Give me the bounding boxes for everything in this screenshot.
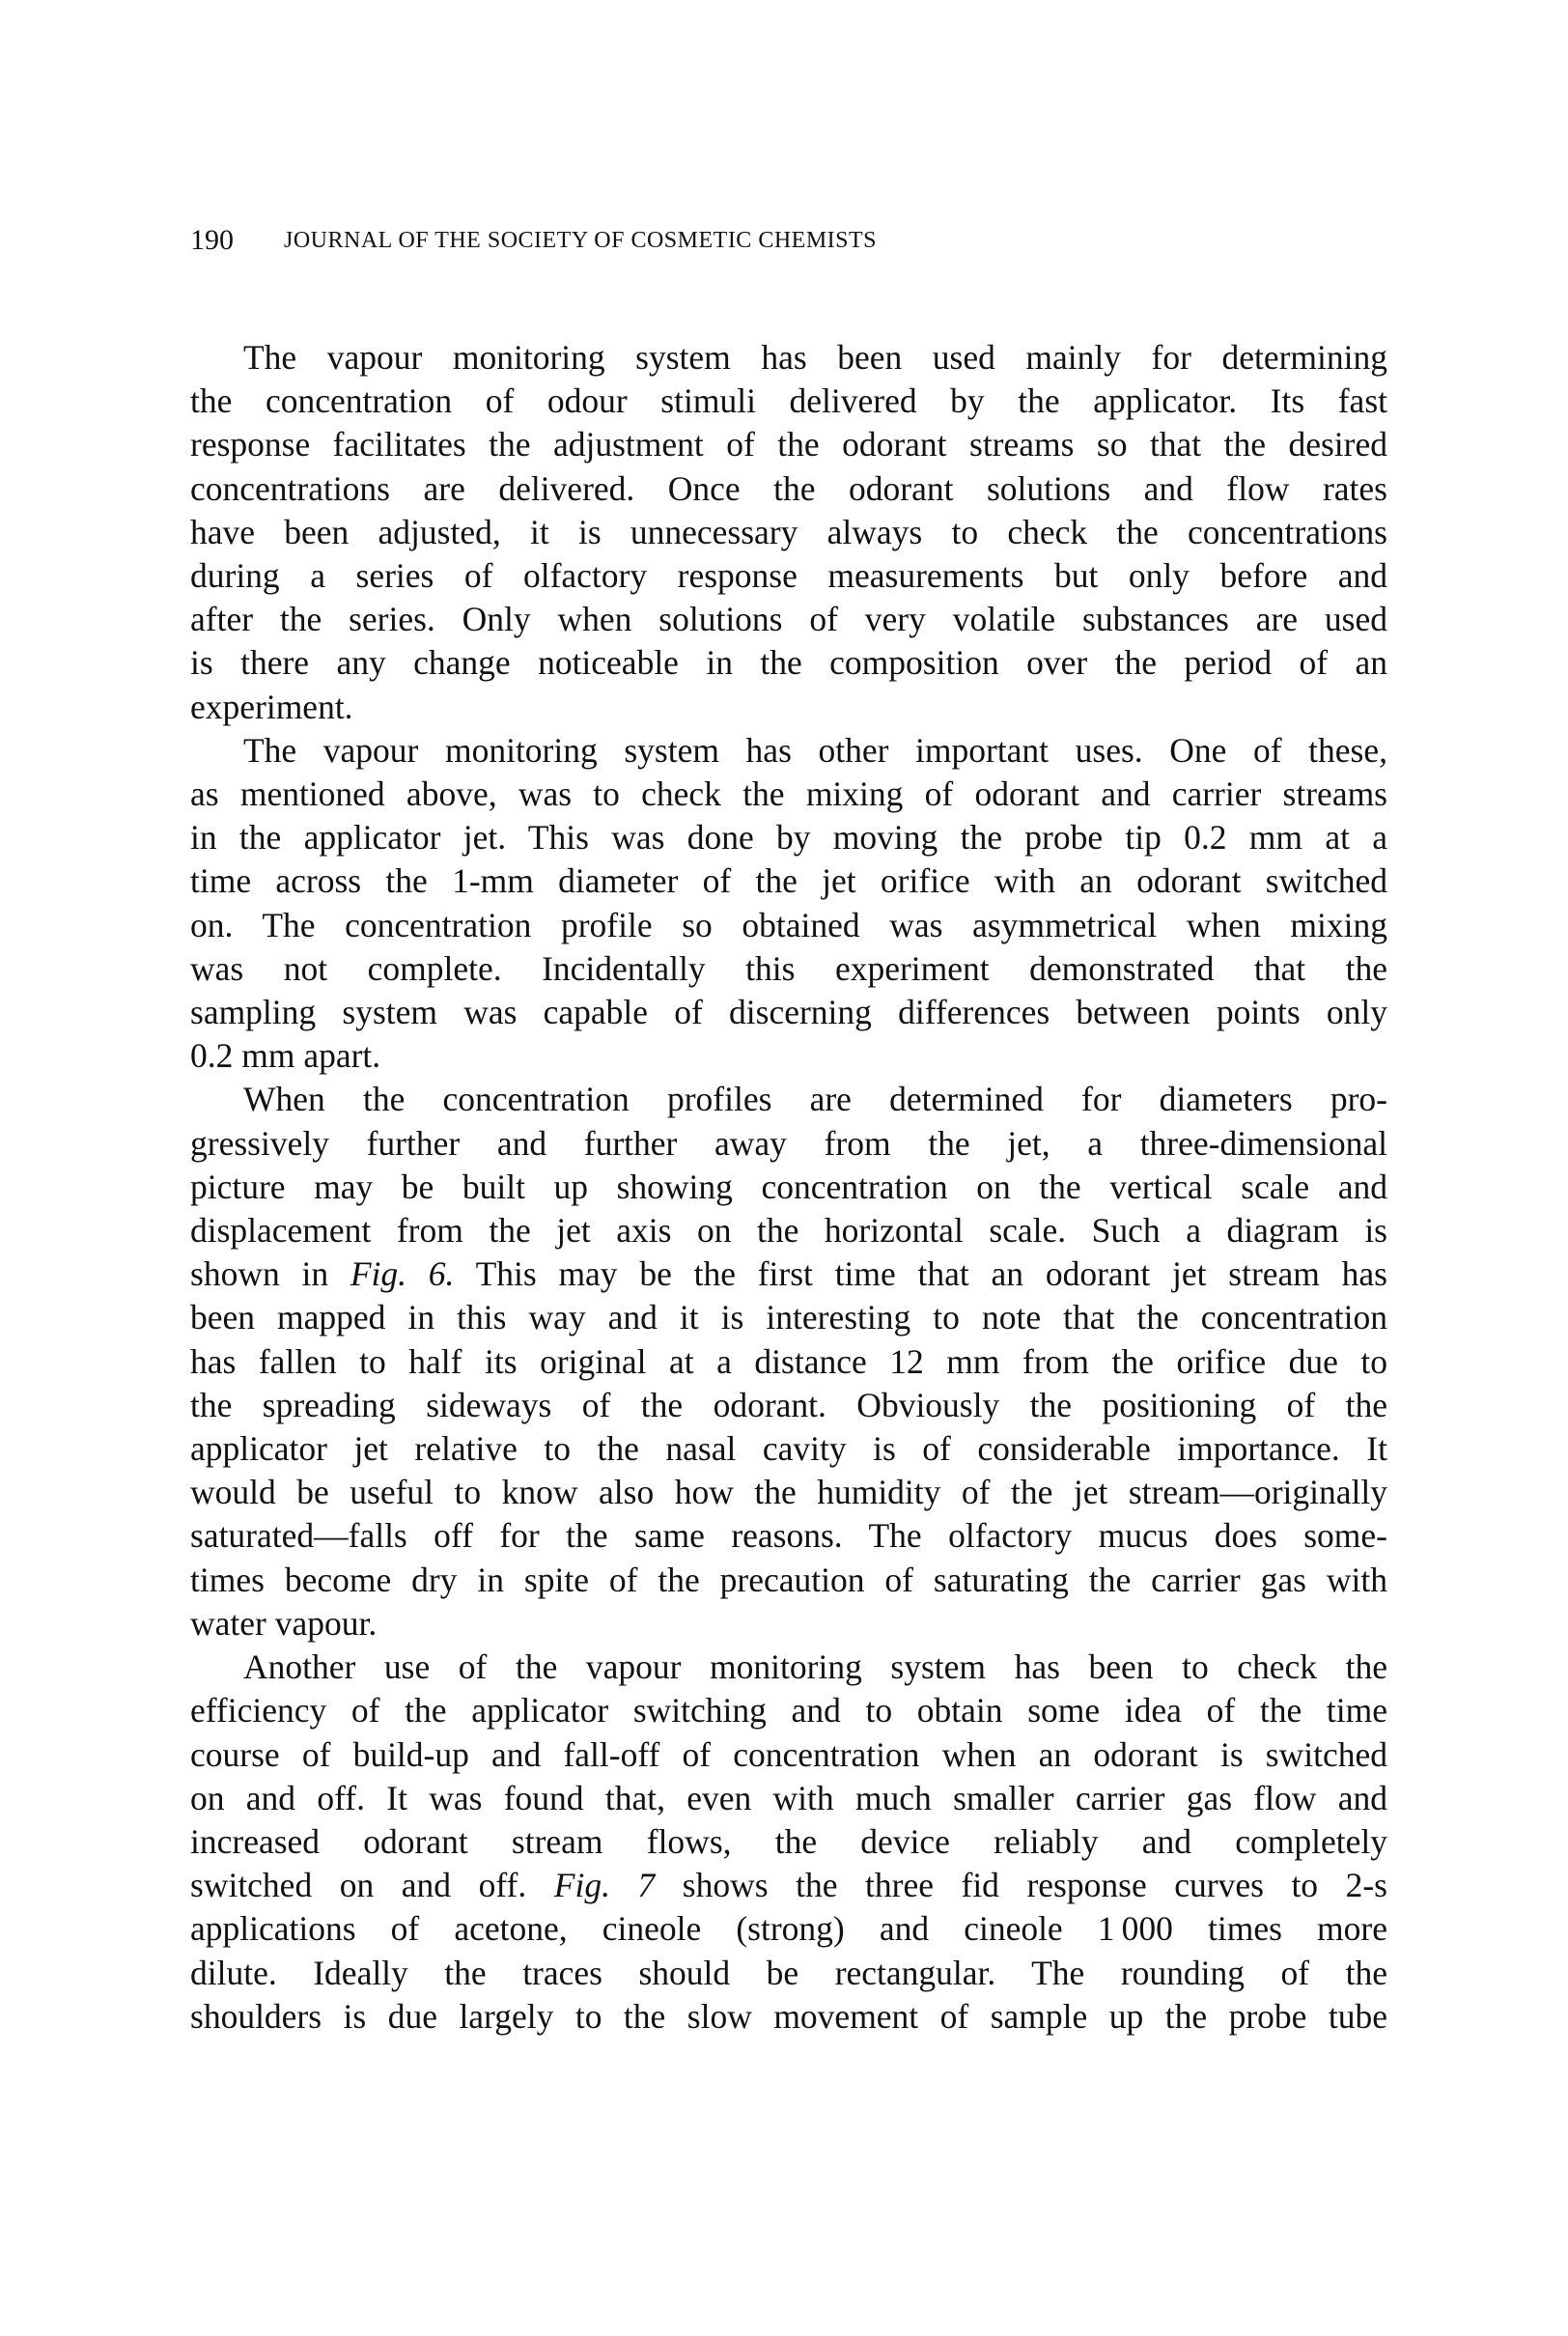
text-line: on. The concentration profile so obtained was asymmetrical when mixing: [190, 905, 1387, 944]
running-header: [190, 224, 1387, 272]
text-line: picture may be built up showing concentration on the vertical scale and: [190, 1167, 1387, 1206]
text-line: The vapour monitoring system has other important uses. One of these,: [243, 730, 1387, 770]
body-text: [190, 336, 1387, 2039]
text-line: time across the 1-mm diameter of the jet orifice with an odorant switched: [190, 861, 1387, 901]
text-line: The vapour monitoring system has been used mainly for determining: [243, 338, 1387, 377]
text-line: shown in Fig. 6. This may be the first time that an odorant jet stream has: [190, 1254, 1387, 1294]
text-line: is there any change noticeable in the composition over the period of an: [190, 643, 1387, 683]
text-line: When the concentration profiles are determined for diameters pro-: [243, 1080, 1387, 1119]
text-line: 0.2 mm apart.: [190, 1036, 381, 1076]
figure-reference: Fig. 6.: [350, 1254, 455, 1294]
text-line: the spreading sideways of the odorant. Obviously the positioning of the: [190, 1385, 1387, 1424]
text-line: sampling system was capable of discerning differences between points only: [190, 993, 1387, 1032]
text-line: been mapped in this way and it is interesting to note that the concentration: [190, 1298, 1387, 1337]
text-line: water vapour.: [190, 1603, 378, 1643]
figure-reference: Fig. 7: [553, 1866, 656, 1905]
text-line: saturated—falls off for the same reasons. The olfactory mucus does some-: [190, 1516, 1387, 1556]
text-line: displacement from the jet axis on the horizontal scale. Such a diagram is: [190, 1211, 1387, 1251]
text-line: on and off. It was found that, even with much smaller carrier gas flow and: [190, 1778, 1387, 1817]
text-line: efficiency of the applicator switching and to obtain some idea of the time: [190, 1691, 1387, 1731]
paragraph: [190, 336, 1387, 729]
text-line: gressively further and further away from the jet, a three-dimensional: [190, 1123, 1387, 1163]
text-line: applicator jet relative to the nasal cavity is of considerable importance. It: [190, 1429, 1387, 1469]
text-line: was not complete. Incidentally this experiment demonstrated that the: [190, 948, 1387, 988]
text-line: experiment.: [190, 687, 353, 726]
text-line: concentrations are delivered. Once the odorant solutions and flow rates: [190, 468, 1387, 508]
page-number: 190: [190, 224, 234, 256]
paragraph: [190, 1646, 1387, 2039]
text-line: applications of acetone, cineole (strong) and cineole 1 000 times more: [190, 1909, 1387, 1949]
text-line: in the applicator jet. This was done by moving the probe tip 0.2 mm at a: [190, 818, 1387, 858]
text-line: increased odorant stream flows, the device reliably and completely: [190, 1821, 1387, 1861]
text-line: switched on and off. Fig. 7 shows the three fid response curves to 2-s: [190, 1866, 1387, 1905]
text-line: Another use of the vapour monitoring system has been to check the: [243, 1647, 1387, 1687]
paragraph: [190, 729, 1387, 1079]
text-line: have been adjusted, it is unnecessary always to check the concentrations: [190, 512, 1387, 551]
text-line: has fallen to half its original at a distance 12 mm from the orifice due to: [190, 1341, 1387, 1381]
text-line: the concentration of odour stimuli delivered by the applicator. Its fast: [190, 381, 1387, 421]
journal-title: JOURNAL OF THE SOCIETY OF COSMETIC CHEMISTS: [284, 228, 877, 253]
paragraph: [190, 1078, 1387, 1646]
text-line: as mentioned above, was to check the mixing of odorant and carrier streams: [190, 774, 1387, 814]
text-line: shoulders is due largely to the slow movement of sample up the probe tube: [190, 1996, 1387, 2036]
text-line: would be useful to know also how the humidity of the jet stream—originally: [190, 1473, 1387, 1512]
text-line: response facilitates the adjustment of the odorant streams so that the desired: [190, 425, 1387, 464]
text-line: course of build-up and fall-off of concentration when an odorant is switched: [190, 1734, 1387, 1774]
text-line: after the series. Only when solutions of very volatile substances are used: [190, 600, 1387, 639]
text-line: during a series of olfactory response measurements but only before and: [190, 556, 1387, 596]
text-line: dilute. Ideally the traces should be rectangular. The rounding of the: [190, 1953, 1387, 1992]
text-line: times become dry in spite of the precaution of saturating the carrier gas with: [190, 1560, 1387, 1599]
